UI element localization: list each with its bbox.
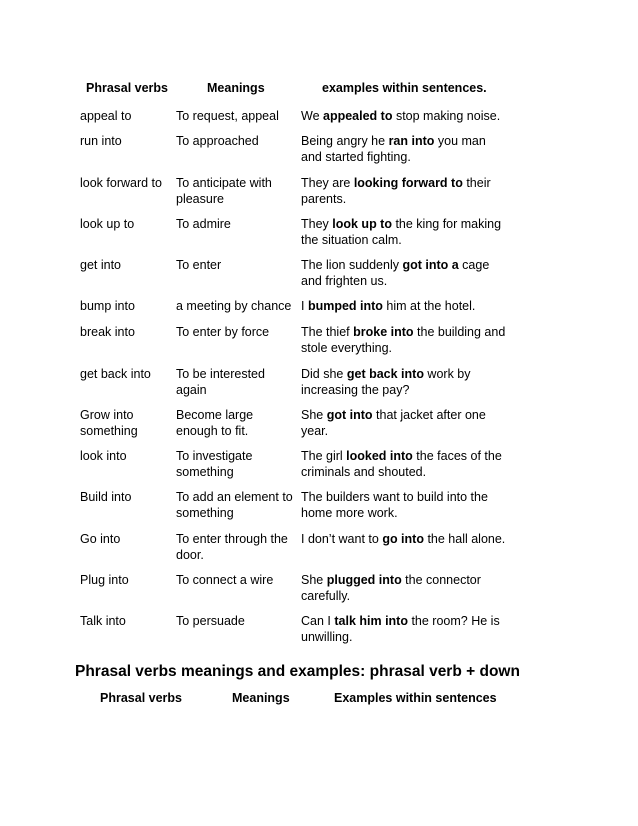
example-text: The girl <box>301 449 347 463</box>
column-header-meanings: Meanings <box>207 81 265 95</box>
column-header-meanings-2: Meanings <box>232 691 290 705</box>
example-text: I don’t want to <box>301 532 383 546</box>
example-cell <box>301 366 506 398</box>
example-cell <box>301 448 506 480</box>
meaning-cell: Become large enough to fit. <box>176 408 254 438</box>
example-cell <box>301 407 506 439</box>
example-cell <box>301 175 506 207</box>
example-cell <box>301 531 506 547</box>
phrasal-verb-cell: bump into <box>80 299 135 313</box>
column-header-phrasal-verbs: Phrasal verbs <box>86 81 168 95</box>
meaning-cell: To enter by force <box>176 325 270 339</box>
example-highlight: ran into <box>388 134 435 148</box>
example-highlight: bumped into <box>307 299 383 313</box>
example-highlight: appealed to <box>323 109 393 123</box>
example-text: stop making noise. <box>392 109 501 123</box>
meaning-cell: To persuade <box>176 614 245 628</box>
meaning-cell: To request, appeal <box>176 109 279 123</box>
example-text: We <box>301 109 323 123</box>
phrasal-verb-cell: Go into <box>80 532 121 546</box>
example-text: Being angry he <box>301 134 389 148</box>
example-highlight: looking forward to <box>353 176 463 190</box>
example-text: work by increasing the pay? <box>301 367 471 397</box>
example-text: the hall alone. <box>423 532 506 546</box>
example-text: They are <box>301 176 354 190</box>
column-header-examples-2: Examples within sentences <box>334 691 497 705</box>
example-highlight: got into <box>326 408 373 422</box>
example-text: that jacket after one year. <box>301 408 486 438</box>
example-cell <box>301 489 506 521</box>
meaning-cell: To investigate something <box>176 449 253 479</box>
example-highlight: plugged into <box>326 573 402 587</box>
example-text: The thief <box>301 325 354 339</box>
example-text: Can I <box>301 614 335 628</box>
example-highlight: go into <box>382 532 424 546</box>
phrasal-verb-cell: Build into <box>80 490 132 504</box>
example-text: Did she <box>301 367 347 381</box>
example-highlight: talk him into <box>334 614 408 628</box>
column-header-phrasal-verbs-2: Phrasal verbs <box>100 691 182 705</box>
example-text: She <box>301 573 327 587</box>
example-text: She <box>301 408 327 422</box>
example-cell <box>301 298 506 314</box>
phrasal-verb-cell: appeal to <box>80 109 132 123</box>
phrasal-verb-cell: Grow into something <box>80 408 138 438</box>
meaning-cell: To anticipate with pleasure <box>176 176 272 206</box>
meaning-cell: a meeting by chance <box>176 299 292 313</box>
meaning-cell: To admire <box>176 217 231 231</box>
example-highlight: look up to <box>332 217 392 231</box>
phrasal-verb-cell: look forward to <box>80 176 162 190</box>
example-text: the faces of the criminals and shouted. <box>301 449 502 479</box>
phrasal-verb-cell: Plug into <box>80 573 129 587</box>
meaning-cell: To approached <box>176 134 259 148</box>
phrasal-verb-cell: break into <box>80 325 135 339</box>
example-text: cage and frighten us. <box>301 258 490 288</box>
example-text: their parents. <box>301 176 491 206</box>
column-header-examples: examples within sentences. <box>322 81 487 95</box>
phrasal-verb-cell: look into <box>80 449 127 463</box>
meaning-cell: To add an element to something <box>176 490 293 520</box>
section-heading: Phrasal verbs meanings and examples: phrasal verb + down <box>75 663 520 680</box>
phrasal-verb-cell: Talk into <box>80 614 126 628</box>
example-highlight: looked into <box>346 449 413 463</box>
example-text: him at the hotel. <box>382 299 476 313</box>
example-text: you man and started fighting. <box>301 134 486 164</box>
example-highlight: broke into <box>353 325 414 339</box>
meaning-cell: To enter <box>176 258 222 272</box>
meaning-cell: To enter through the door. <box>176 532 288 562</box>
example-cell <box>301 324 506 356</box>
example-cell <box>301 108 506 124</box>
example-cell <box>301 257 506 289</box>
meaning-cell: To be interested again <box>176 367 265 397</box>
example-text: the room? He is unwilling. <box>301 614 500 644</box>
example-text: the king for making the situation calm. <box>301 217 502 247</box>
meaning-cell: To connect a wire <box>176 573 274 587</box>
example-cell <box>301 613 506 645</box>
example-text: The lion suddenly <box>301 258 403 272</box>
example-cell <box>301 216 506 248</box>
phrasal-verb-cell: get into <box>80 258 122 272</box>
example-text: I <box>301 299 308 313</box>
example-highlight: get back into <box>346 367 424 381</box>
example-text: the building and stole everything. <box>301 325 506 355</box>
example-cell <box>301 572 506 604</box>
phrasal-verb-cell: run into <box>80 134 122 148</box>
phrasal-verb-cell: get back into <box>80 367 151 381</box>
example-text: the connector carefully. <box>301 573 481 603</box>
phrasal-verb-cell: look up to <box>80 217 135 231</box>
example-highlight: got into a <box>402 258 459 272</box>
example-text: The builders want to build into the home more work. <box>301 490 488 520</box>
example-text: They <box>301 217 333 231</box>
example-cell <box>301 133 506 165</box>
